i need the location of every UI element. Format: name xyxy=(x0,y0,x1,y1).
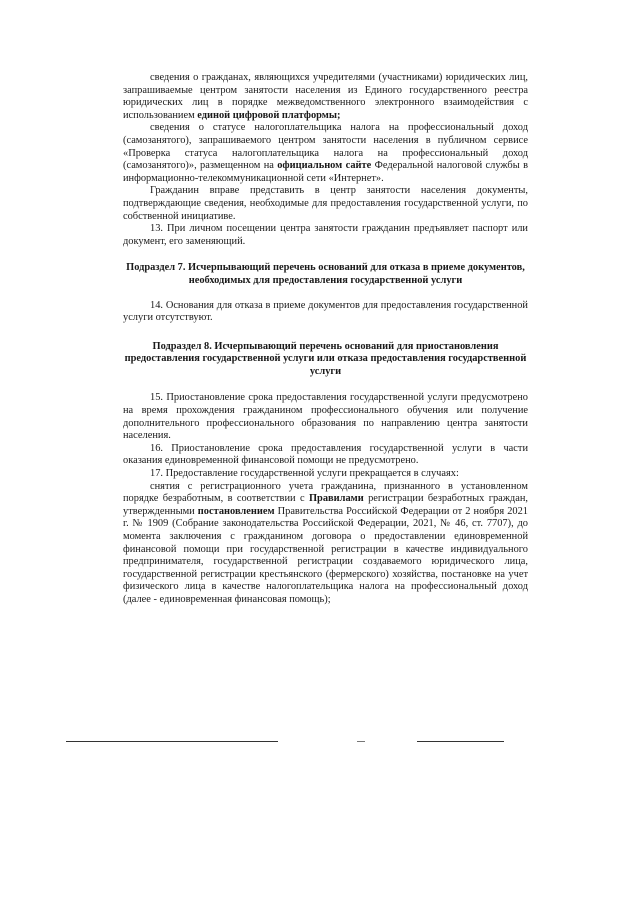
footer-mark-center xyxy=(357,741,365,742)
paragraph-founders-info: сведения о гражданах, являющихся учредителями (участниками) юридических лиц, запрашиваемые центром занятости населения из Единого государственного реестра юридических лиц в порядке межведомственного электронного взаимодействия с использованием единой цифровой платформы; xyxy=(123,72,528,121)
link-official-site: официальном сайте xyxy=(277,160,372,172)
paragraph-17: 17. Предоставление государственной услуги прекращается в случаях: xyxy=(150,468,459,480)
document-body xyxy=(123,72,528,607)
paragraph-self-employed-status: сведения о статусе налогоплательщика налога на профессиональный доход (самозанятого), запрашиваемого центром занятости населения в публичном сервисе «Проверка статуса налогоплательщика налога на профессиональный доход (самозанятого)», размещенном на официальном сайте Федеральной налоговой службы в информационно-телекоммуникационной сети «Интернет». xyxy=(123,122,528,184)
footer-line-right xyxy=(417,741,504,742)
link-rules: Правилами xyxy=(308,493,364,505)
heading-subsection-8: Подраздел 8. Исчерпывающий перечень оснований для приостановления предоставления государственной услуги или отказа предоставления государственной услуги xyxy=(124,340,527,377)
paragraph-citizen-right: Гражданин вправе представить в центр занятости населения документы, подтверждающие сведения, необходимые для предоставления государственной услуги, по собственной инициативе. xyxy=(123,185,528,222)
link-resolution: постановлением xyxy=(197,505,275,517)
paragraph-deregistration: снятия с регистрационного учета гражданина, признанного в установленном порядке безработным, в соответствии с Правилами регистрации безработных граждан, утвержденными постановлением Правительства Российской Федерации от 2 ноября 2021 г. № 1909 (Собрание законодательства Российской Федерации, 2021, № 46, ст. 7707), до момента заключения с гражданином договора о предоставлении единовременной финансовой помощи при государственной регистрации в качестве индивидуального предпринимателя, государственной регистрации создаваемого юридического лица, государственной регистрации крестьянского (фермерского) хозяйства, постановке на учет физического лица в качестве налогоплательщика налога на профессиональный доход (далее - единовременная финансовая помощь); xyxy=(123,480,528,605)
paragraph-15: 15. Приостановление срока предоставления государственной услуги предусмотрено на время прохождения гражданином профессионального обучения или получение дополнительного профессионального образования по направлению центра занятости населения. xyxy=(123,392,528,442)
paragraph-14: 14. Основания для отказа в приеме документов для предоставления государственной услуги отсутствуют. xyxy=(123,299,528,324)
paragraph-16: 16. Приостановление срока предоставления государственной услуги в части оказания единовременной финансовой помощи не предусмотрено. xyxy=(123,442,528,467)
footer-line-left xyxy=(66,741,278,742)
link-unified-digital-platform: единой цифровой платформы xyxy=(197,109,337,121)
heading-subsection-7: Подраздел 7. Исчерпывающий перечень оснований для отказа в приеме документов, необходимых для предоставления государственной услуги xyxy=(126,262,525,286)
paragraph-13: 13. При личном посещении центра занятости гражданин предъявляет паспорт или документ, его заменяющий. xyxy=(123,223,528,247)
